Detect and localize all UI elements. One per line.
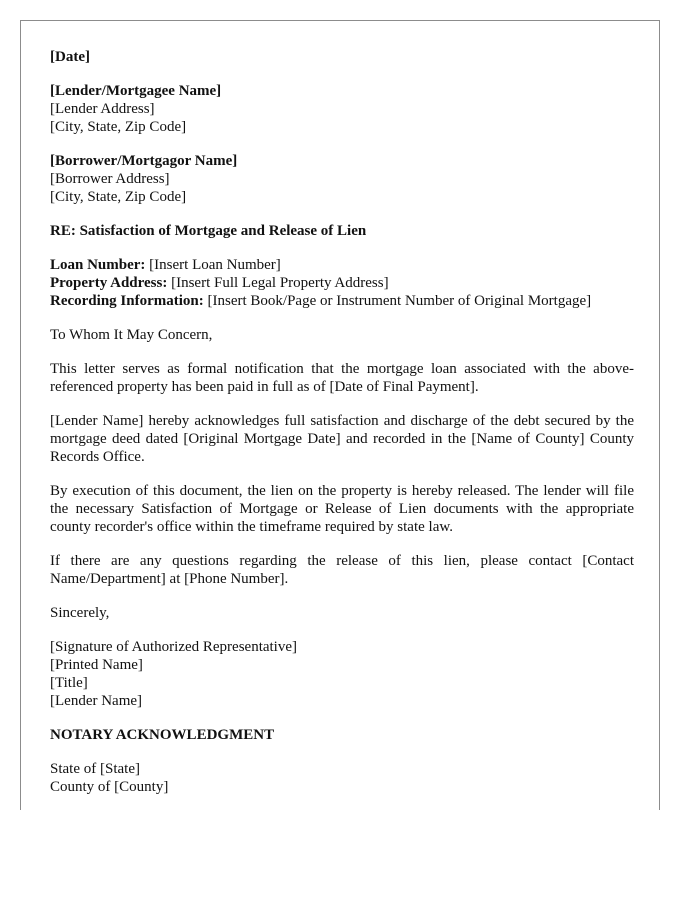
salutation: To Whom It May Concern,: [50, 327, 213, 343]
lender-address: [Lender Address]: [50, 101, 155, 117]
signature-block: [50, 638, 634, 710]
borrower-address: [Borrower Address]: [50, 171, 170, 187]
borrower-city: [City, State, Zip Code]: [50, 189, 187, 205]
loan-details-block: [50, 256, 634, 310]
lender-name: [Lender/Mortgagee Name]: [50, 83, 222, 99]
notary-heading-block: [50, 726, 634, 744]
notary-county: County of [County]: [50, 779, 169, 795]
borrower-name: [Borrower/Mortgagor Name]: [50, 153, 238, 169]
borrower-address-block: [50, 152, 634, 206]
loan-number-label: Loan Number:: [50, 257, 146, 273]
notary-state: State of [State]: [50, 761, 140, 777]
lender-address-block: [50, 82, 634, 136]
date-line: [Date]: [50, 49, 90, 65]
signature-line: [Signature of Authorized Representative]: [50, 639, 298, 655]
recording-info-row: [50, 292, 634, 310]
paragraph-paid-in-full: This letter serves as formal notification that the mortgage loan associated with the above-referenced property has been paid in full as of [Date of Final Payment].: [50, 361, 634, 395]
loan-number-row: [50, 256, 634, 274]
date-block: [50, 48, 634, 66]
signature-lender-name: [Lender Name]: [50, 693, 143, 709]
notary-venue-block: [50, 760, 634, 796]
subject-line: RE: Satisfaction of Mortgage and Release of Lien: [50, 223, 367, 239]
recording-info-label: Recording Information:: [50, 293, 204, 309]
paragraph-contact: If there are any questions regarding the release of this lien, please contact [Contact Name/Department] at [Phone Number].: [50, 553, 634, 587]
salutation-block: [50, 326, 634, 344]
closing: Sincerely,: [50, 605, 110, 621]
property-address-row: [50, 274, 634, 292]
paragraph-satisfaction: [Lender Name] hereby acknowledges full satisfaction and discharge of the debt secured by the mortgage deed dated [Original Mortgage Date] and recorded in the [Name of County] County Records Office.: [50, 413, 634, 465]
printed-name: [Printed Name]: [50, 657, 143, 673]
notary-heading: NOTARY ACKNOWLEDGMENT: [50, 727, 275, 743]
document-page: [20, 20, 660, 810]
closing-block: [50, 604, 634, 622]
signer-title: [Title]: [50, 675, 88, 691]
recording-info-value: [Insert Book/Page or Instrument Number of Original Mortgage]: [203, 293, 592, 309]
lender-city: [City, State, Zip Code]: [50, 119, 187, 135]
loan-number-value: [Insert Loan Number]: [145, 257, 281, 273]
paragraph-lien-release: By execution of this document, the lien on the property is hereby released. The lender will file the necessary Satisfaction of Mortgage or Release of Lien documents with the appropriate county recorder's office within the timeframe required by state law.: [50, 483, 634, 535]
property-address-value: [Insert Full Legal Property Address]: [167, 275, 389, 291]
property-address-label: Property Address:: [50, 275, 168, 291]
letter-body: [50, 48, 634, 810]
subject-block: [50, 222, 634, 240]
